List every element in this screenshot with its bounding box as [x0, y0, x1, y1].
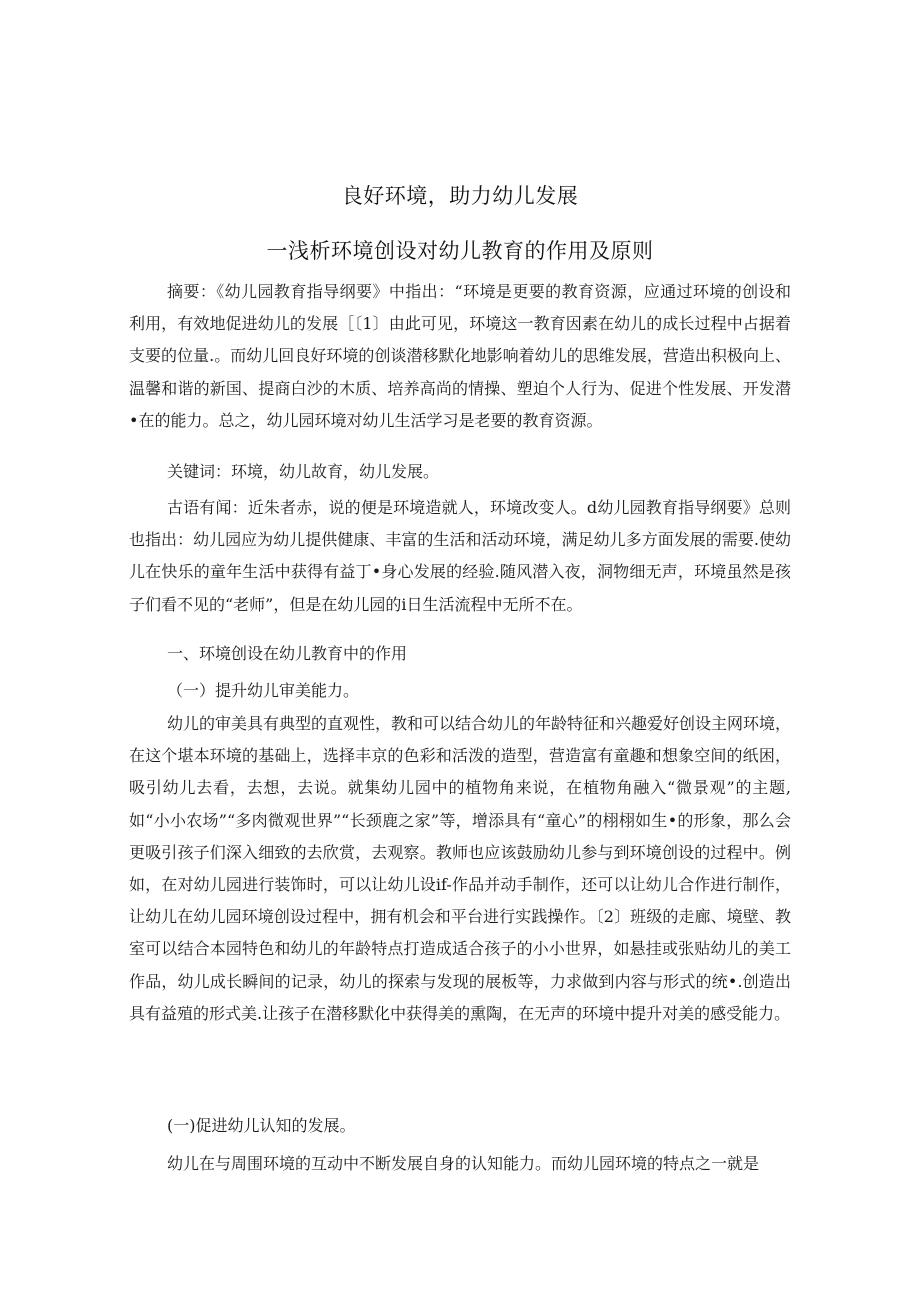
document-subtitle: 一浅析环境创设对幼儿教育的作用及原则	[266, 239, 654, 263]
subsection1-paragraph: 幼儿的审美具有典型的直观性，教和可以结合幼儿的年龄特征和兴趣爱好创设主网环境，在这个堪本环境的基础上，选择丰京的色彩和活泼的造型，营造富有童趣和想象空间的纸困，吸引幼儿去看，去想，去说。就集幼儿园中的植物角来说，在植物角融入“微景观”的主题,如“小小农场”“多肉微观世界”“长颈鹿之家”等，增添具有“童心”的栩栩如生•的形象，那么会更吸引孩子们深入细致的去欣赏，去观察。教师也应该鼓励幼儿参与到环境创设的过程中。例如，在对幼儿园进行装饰时，可以让幼儿设if-作品并动手制作，还可以让幼儿合作进行制作，让幼儿在幼儿园环境创设过程中，拥有机会和平台进行实践操作。〔2〕班级的走廊、境壁、教室可以结合本园特色和幼儿的年龄特点打造成适合孩子的小小世界，如悬挂或张贴幼儿的美工作品，幼儿成长瞬间的记录，幼儿的探索与发现的展板等，力求做到内容与形式的统•.创造出具有益殖的形式美.让孩子在潜移默化中获得美的熏陶，在无声的环境中提升对美的感受能力。	[129, 714, 792, 1023]
document-title: 良好环境，助力幼儿发展	[341, 184, 579, 208]
subsection2-paragraph: 幼儿在与周围环境的互动中不断发展自身的认知能力。而幼儿园环境的特点之一就是	[167, 1154, 760, 1173]
intro-paragraph: 古语有闻：近朱者赤，说的便是环境造就人，环境改变人。d幼儿园教育指导纲要》总则也指出：幼儿园应为幼儿提供健康、丰富的生活和活动环境，满足幼儿多方面发展的需要.使幼儿在快乐的童年生活中获得有益丁•身心发展的经验.随风潜入夜，洞物细无声，环境虽然是孩子们看不见的“老师”，但是在幼儿园的i日生活流程中无所不在。	[129, 498, 791, 614]
subsection1-heading: （一）提升幼儿审美能力。	[167, 681, 360, 700]
subsection2-heading: (一)促进幼儿认知的发展。	[167, 1116, 356, 1135]
section1-heading: 一、环境创设在幼儿教育中的作用	[167, 644, 408, 663]
keywords-line: 关键词：环境，幼儿故育，幼儿发展。	[167, 462, 440, 481]
abstract-paragraph: 摘要：《幼儿园教育指导纲要》中指出：“环境是更要的教育资源，应通过环境的创设和利用，有效地促进幼儿的发展［〔1〕由此可见，环境这一教育因素在幼儿的成长过程中占据着支要的位量.。而幼儿回良好环境的创谈潜移默化地影响着幼儿的思维发展，营造出积极向上、温馨和谐的新国、提商白沙的木质、培养高尚的情操、塑迫个人行为、促进个性发展、开发潜•在的能力。总之，幼儿园环境对幼儿生活学习是老要的教育资源。	[129, 282, 791, 430]
